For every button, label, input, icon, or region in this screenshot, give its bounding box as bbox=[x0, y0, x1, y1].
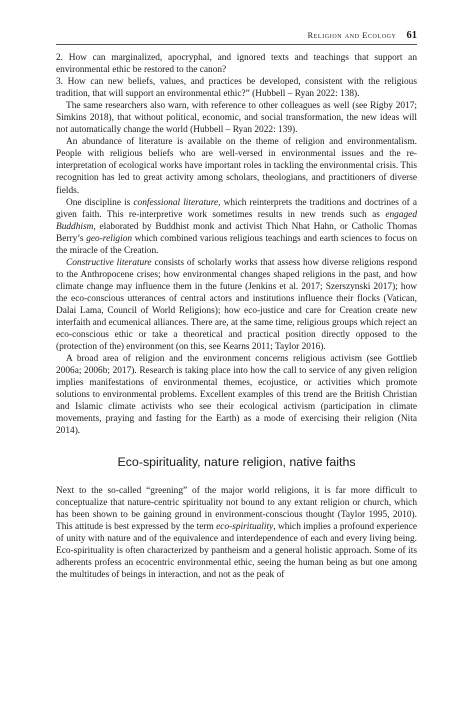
text-run: consists of scholarly works that assess how diverse religions respond to the Anthropocene crises; how environmental changes shaped religions in the past, and how climate change may influence them in the future (Jenkins et al. 2017; Szerszynski 2017); how the eco-conscious utterances of central actors and institutions influence their flocks (Vatican, Dalai Lama, Council of World Religions); how eco-justice and care for Creation create new interfaith and ecumenical alliances. There are, at the same time, religious groups which reject an eco-conscious ethic or take a theoretical and practical position directly opposed to the (protection of the) environment (on this, see Kearns 2011; Taylor 2016). bbox=[56, 257, 417, 353]
text-run: An abundance of literature is available on the theme of religion and environmentalism. People with religious beliefs who are well-versed in environmental issues and the re-interpretation of ecological works have important roles in tackling the environmental crisis. This recognition has led to great activity among scholars, theologians, and practitioners of diverse fields. bbox=[56, 137, 417, 196]
running-header bbox=[56, 30, 417, 41]
text-run: Next to the so-called “greening” of the major world religions, it is far more difficult to conceptualize that nature-centric spirituality not bound to any extant religion or church, which has been shown to be gaining ground in environment-conscious thought (Taylor 1995, 2010). This attitude is best expressed by the term bbox=[56, 485, 417, 532]
text-run: , which implies a profound experience of unity with nature and of the equivalence and interdependence of each and every living being. Eco-spirituality is often characterized by pantheism and a general holistic approach. Some of its adherents profess an ecocentric environmental ethic, seeing the human being as but one among the multitudes of beings in interaction, and not as the peak of bbox=[56, 521, 417, 580]
text-run: One discipline is bbox=[66, 197, 134, 208]
paragraph bbox=[56, 485, 417, 581]
italic-term: Constructive literature bbox=[66, 257, 152, 268]
italic-term: confessional literature bbox=[133, 197, 219, 208]
running-head-title: Religion and Ecology bbox=[307, 31, 397, 40]
text-run: which combined various religious teachings and earth sciences to focus on the miracle of the Creation. bbox=[56, 233, 417, 256]
text-run: 2. How can marginalized, apocryphal, and ignored texts and teachings that support an environmental ethic be restored to the canon? bbox=[56, 53, 417, 76]
text-run: 3. How can new beliefs, values, and practices be developed, consistent with the religious tradition, that will support an environmental ethic?” (Hubbell – Ryan 2022: 138). bbox=[56, 77, 417, 100]
text-run: The same researchers also warn, with reference to other colleagues as well (see Rigby 2017; Simkins 2018), that without political, economic, and social transformation, the new ideas will not automatically change the world (Hubbell – Ryan 2022: 139). bbox=[56, 101, 417, 136]
text-run: A broad area of religion and the environment concerns religious activism (see Gottlieb 2006a; 2006b; 2017). Research is taking place into how the call to service of any given religion implies manifestations of environmental themes, ecojustice, or activities which promote solutions to environmental problems. Excellent examples of this trend are the British Christian and Islamic climate activists who see their ecological activism (participation in climate movements, praying and fasting for the Earth) as a mode of exercising their religion (Nita 2014). bbox=[56, 354, 417, 437]
list-item-3 bbox=[56, 76, 417, 100]
paragraph bbox=[56, 353, 417, 437]
header-rule bbox=[56, 44, 417, 45]
page-number: 61 bbox=[406, 30, 417, 41]
italic-term: engaged Buddhism bbox=[56, 209, 417, 232]
paragraph bbox=[56, 257, 417, 353]
body-text bbox=[56, 52, 417, 581]
list-item-2 bbox=[56, 52, 417, 76]
text-run: , which reinterprets the traditions and doctrines of a given faith. This re-interpretive work sometimes results in new trends such as bbox=[56, 197, 417, 220]
paragraph bbox=[56, 197, 417, 257]
paragraph bbox=[56, 100, 417, 136]
paragraph bbox=[56, 136, 417, 196]
text-run: , elaborated by Buddhist monk and activist Thich Nhat Hahn, or Catholic Thomas Berry’s bbox=[56, 221, 417, 244]
section-heading: Eco-spirituality, nature religion, native faiths bbox=[117, 454, 356, 469]
italic-term: eco-spirituality bbox=[216, 521, 274, 532]
italic-term: geo-religion bbox=[86, 233, 133, 244]
